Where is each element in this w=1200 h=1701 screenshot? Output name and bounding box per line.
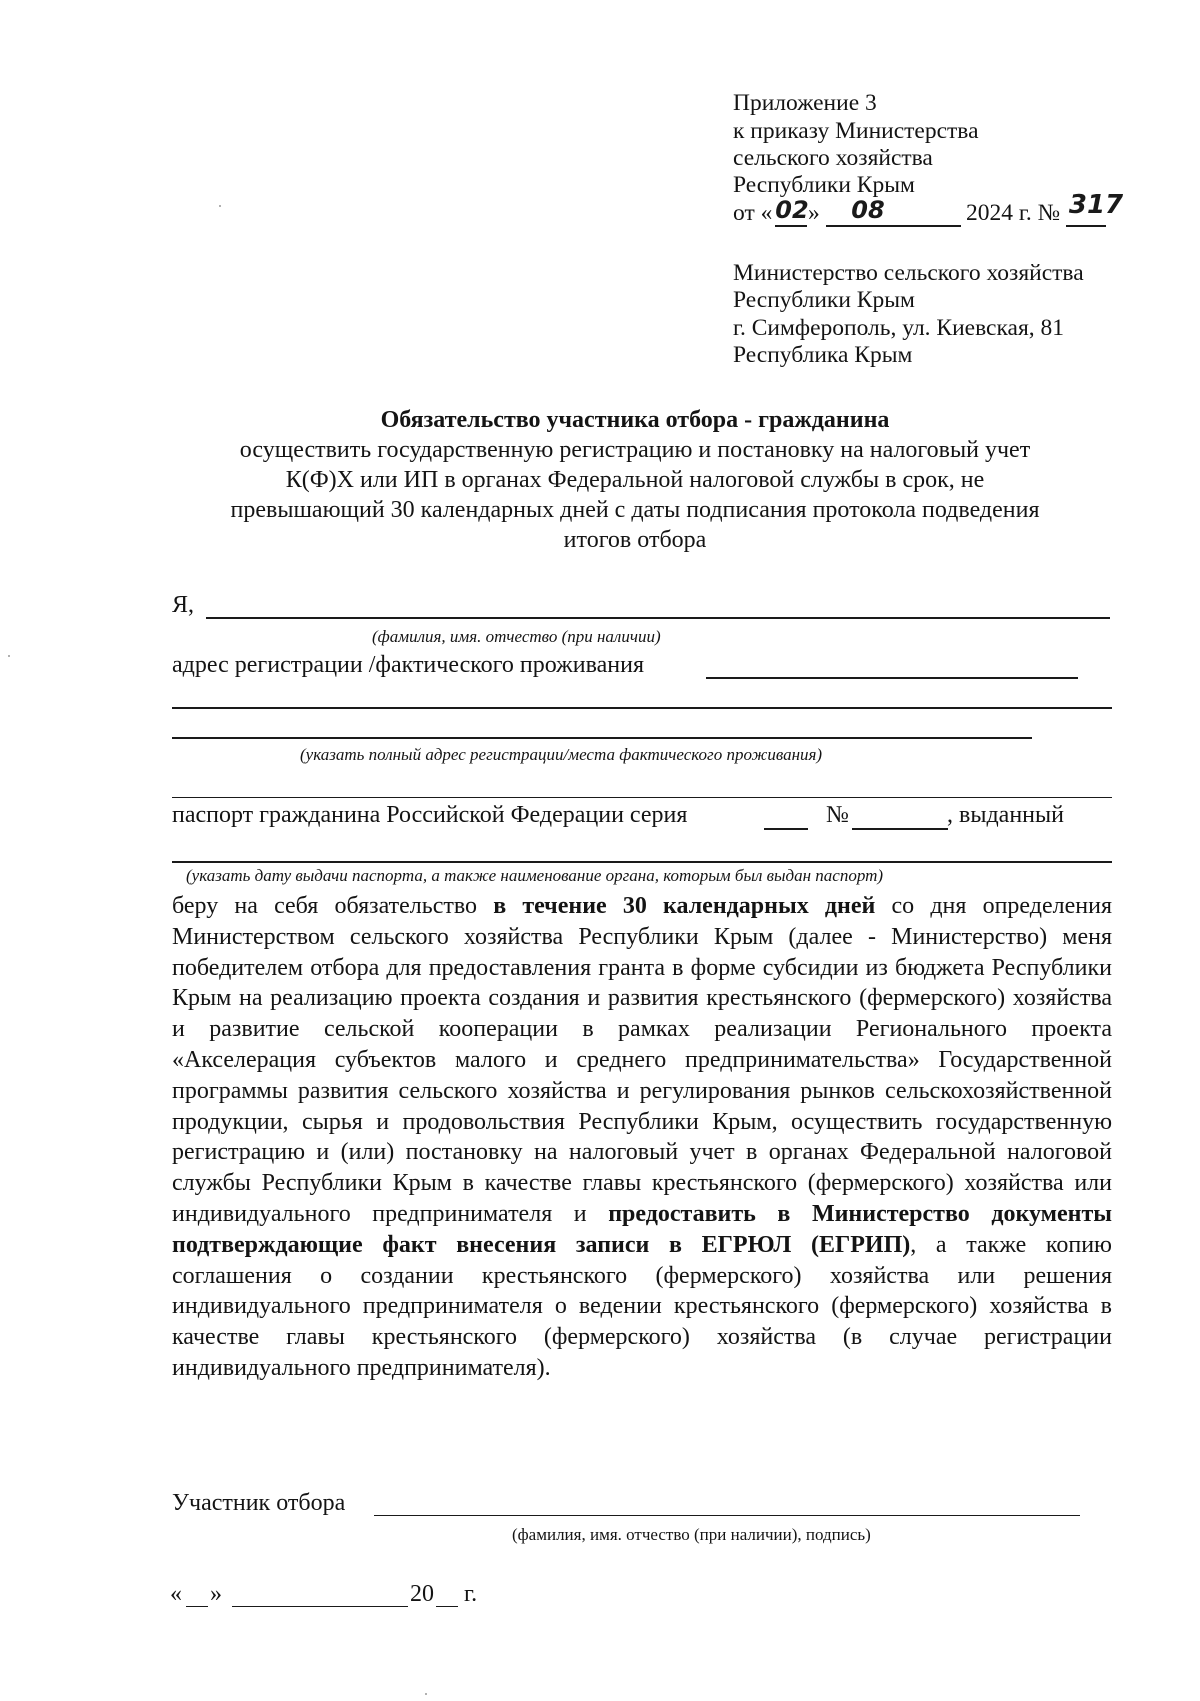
passport-series-field[interactable] [764,828,808,830]
fio-hint: (фамилия, имя. отчество (при наличии) [372,627,661,646]
participant-signature-line[interactable] [374,1515,1080,1516]
title-bold: Обязательство участника отбора - гражданина [380,407,890,433]
address-field-line-2[interactable] [172,707,1112,709]
body-bold-1: в течение 30 календарных дней [493,893,876,919]
document-title [160,405,1110,555]
address-hint: (указать полный адрес регистрации/места фактического проживания) [300,745,823,764]
date-year-suffix: г. [464,1581,478,1607]
annex-day-handwritten: 02 [775,196,809,224]
participant-hint: (фамилия, имя. отчество (при наличии), подпись) [512,1525,871,1544]
title-line-3: К(Ф)Х или ИП в органах Федеральной налоговой службы в срок, не [285,467,985,493]
body-part-1: беру на себя обязательство [172,893,494,919]
annex-number-underline [1066,225,1106,227]
annex-date-label: от « [733,200,773,226]
title-line-5: итогов отбора [563,527,707,553]
address-field-line-4[interactable] [172,797,1112,798]
scan-speck [219,205,221,207]
passport-issued-field[interactable] [172,861,1112,863]
annex-month-handwritten: 08 [851,196,885,224]
obligation-paragraph [172,891,1112,1384]
date-year-field[interactable] [436,1606,458,1607]
title-line-2: осуществить государственную регистрацию и постановку на налоговый учет [239,437,1031,463]
body-part-2: со дня определения Министерством сельского хозяйства Республики Крым (далее - Министерство) меня победителем отбора для предоставления гранта в форме субсидии из бюджета Республики Крым на реализацию проекта создания и развития крестьянского (фермерского) хозяйства и развитие сельской кооперации в рамках реализации Регионального проекта «Акселерация субъектов малого и среднего предпринимательства» Государственной программы развития сельского хозяйства и регулирования рынков сельскохозяйственной продукции, сырья и продовольствия Республики Крым, осуществить государственную регистрацию и (или) постановку на налоговый учет в органах Федеральной налоговой службы Республики Крым в качестве главы крестьянского (фермерского) хозяйства или индивидуального предпринимателя и [172,893,1112,1227]
address-field-line-3[interactable] [172,737,1032,739]
body-bold-2: предоставить в Министерство документы подтверждающие факт внесения записи в ЕГРЮЛ (ЕГРИП) [172,1200,1112,1258]
fio-field-line[interactable] [206,617,1110,619]
fio-label: Я, [172,592,195,618]
body-part-3: , а также копию соглашения о создании крестьянского (фермерского) хозяйства или решения индивидуального предпринимателя о ведении крестьянского (фермерского) хозяйства в качестве главы крестьянского (фермерского) хозяйства (в случае регистрации индивидуального предпринимателя). [172,1231,1112,1381]
scan-speck [8,655,10,657]
date-open-quote: « [170,1581,182,1607]
scan-speck [425,1693,427,1695]
passport-number-field[interactable] [852,828,948,830]
date-month-field[interactable] [232,1606,408,1607]
title-line-4: превышающий 30 календарных дней с даты подписания протокола подведения [230,497,1040,523]
address-label: адрес регистрации /фактического проживания [172,652,644,678]
recipient-line-2: Республики Крым [733,287,915,313]
passport-label: паспорт гражданина Российской Федерации серия [172,802,688,828]
annex-line-4: Республики Крым [733,172,915,198]
recipient-line-3: г. Симферополь, ул. Киевская, 81 [733,315,1065,341]
annex-day-underline [775,225,807,227]
annex-line-2: к приказу Министерства [733,118,979,144]
passport-issued-label: , выданный [947,802,1064,828]
passport-hint: (указать дату выдачи паспорта, а также наименование органа, которым был выдан паспорт) [186,866,884,885]
passport-number-label: № [826,802,849,828]
annex-date-close-quote: » [808,200,820,226]
annex-line-3: сельского хозяйства [733,145,933,171]
recipient-line-1: Министерство сельского хозяйства [733,260,1084,286]
annex-number-handwritten: 317 [1068,190,1124,220]
date-day-field[interactable] [186,1606,208,1607]
participant-label: Участник отбора [172,1490,346,1516]
date-close-quote: » [210,1581,222,1607]
recipient-line-4: Республика Крым [733,342,913,368]
address-field-line-1[interactable] [706,677,1078,679]
annex-line-1: Приложение 3 [733,90,877,116]
annex-month-underline [826,225,961,227]
date-year-prefix: 20 [410,1581,434,1607]
annex-year-text: 2024 г. № [966,200,1061,226]
